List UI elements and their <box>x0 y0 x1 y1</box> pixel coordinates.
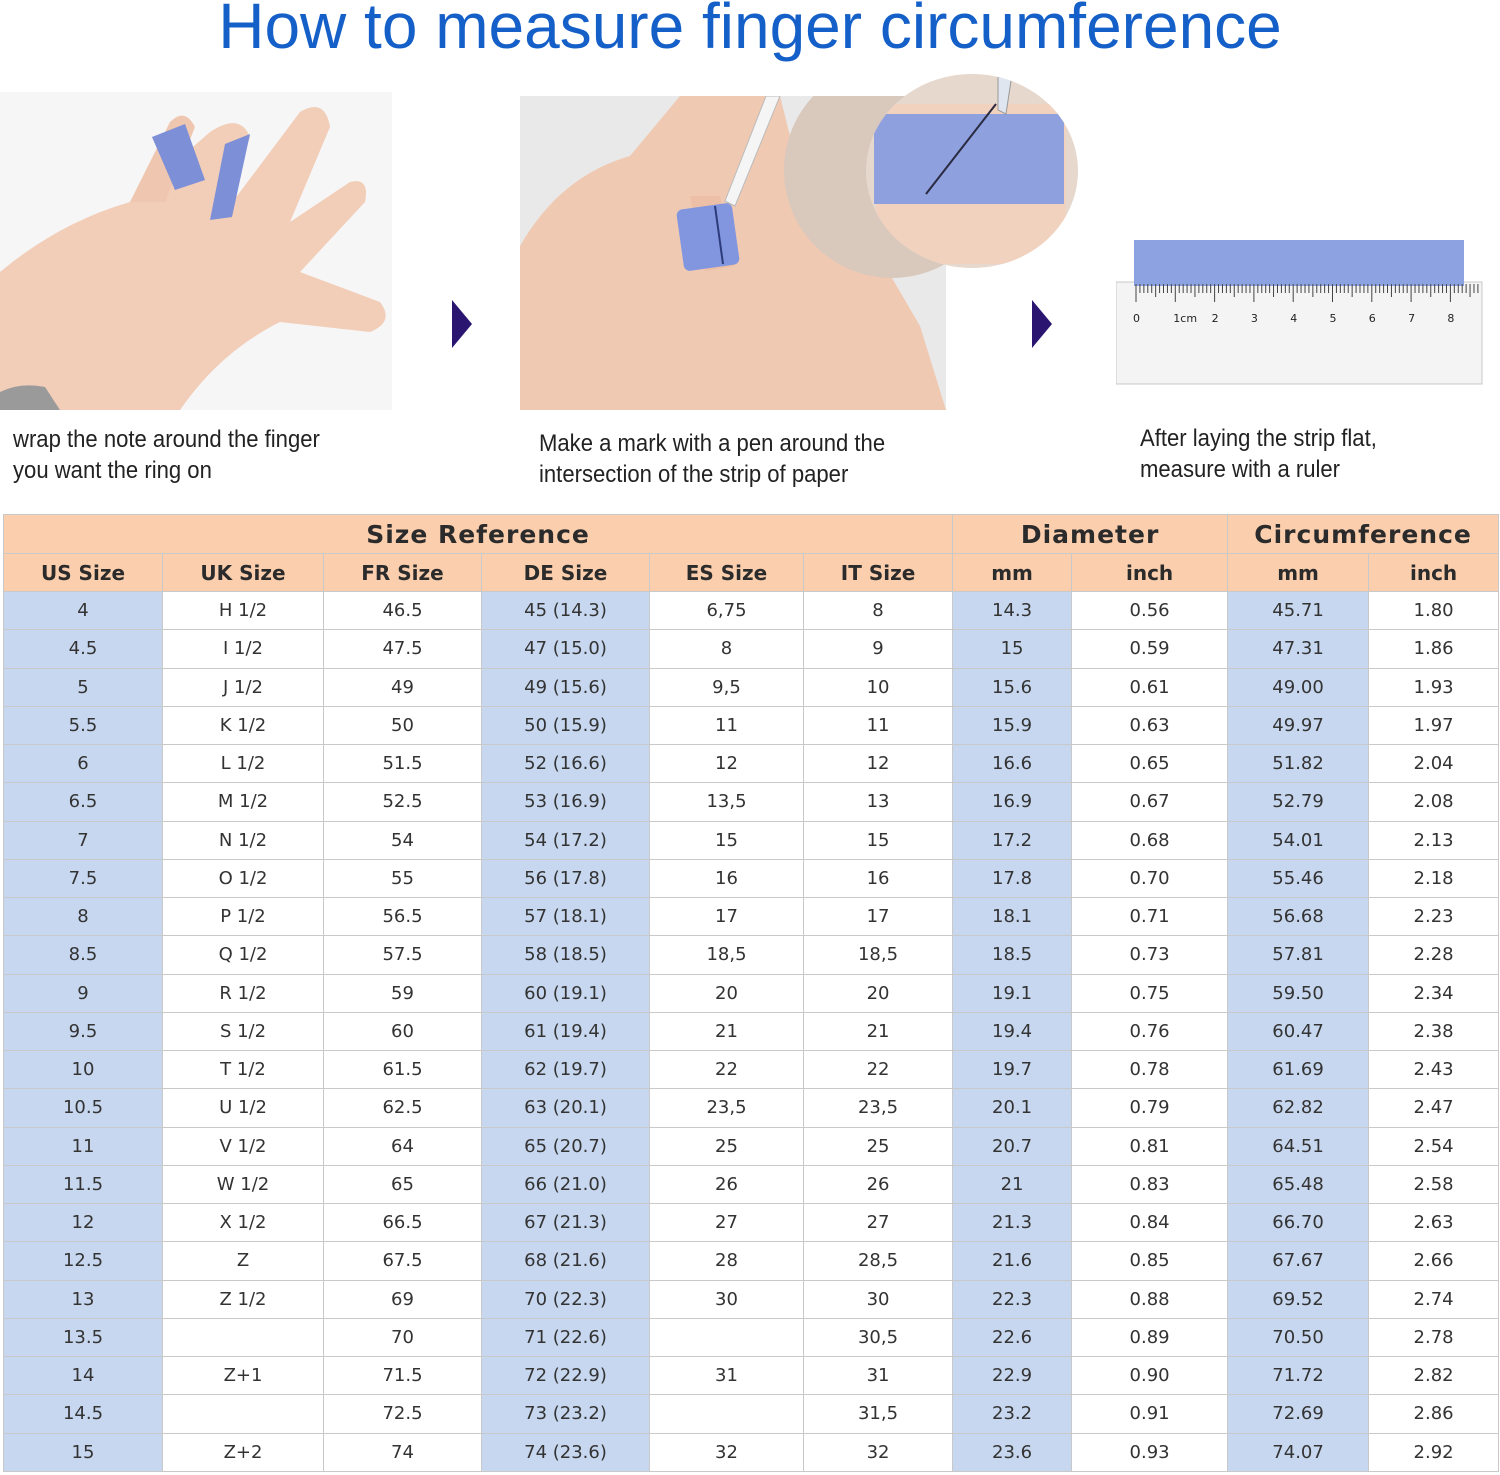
cell-uk-size: R 1/2 <box>163 974 324 1012</box>
table-row <box>4 1280 1499 1318</box>
table-row <box>4 1127 1499 1165</box>
cell-uk-size: O 1/2 <box>163 859 324 897</box>
cell-us-size: 9.5 <box>4 1012 163 1050</box>
cell-circumference-mm: 45.71 <box>1228 592 1369 630</box>
cell-circumference-mm: 52.79 <box>1228 783 1369 821</box>
cell-fr-size: 72.5 <box>324 1395 482 1433</box>
table-row <box>4 898 1499 936</box>
cell-uk-size: T 1/2 <box>163 1051 324 1089</box>
cell-circumference-mm: 66.70 <box>1228 1204 1369 1242</box>
cell-circumference-inch: 1.97 <box>1369 706 1499 744</box>
cell-uk-size: P 1/2 <box>163 898 324 936</box>
step2-caption-line2: intersection of the strip of paper <box>539 461 849 488</box>
cell-it-size: 27 <box>804 1204 953 1242</box>
cell-es-size: 25 <box>650 1127 804 1165</box>
ruler-label: 5 <box>1329 312 1337 325</box>
cell-diameter-inch: 0.93 <box>1072 1433 1228 1472</box>
cell-diameter-inch: 0.88 <box>1072 1280 1228 1318</box>
cell-circumference-mm: 54.01 <box>1228 821 1369 859</box>
table-row <box>4 936 1499 974</box>
cell-es-size: 16 <box>650 859 804 897</box>
cell-de-size: 47 (15.0) <box>482 630 650 668</box>
cell-de-size: 49 (15.6) <box>482 668 650 706</box>
cell-circumference-inch: 2.78 <box>1369 1318 1499 1356</box>
cell-fr-size: 57.5 <box>324 936 482 974</box>
cell-uk-size: V 1/2 <box>163 1127 324 1165</box>
cell-diameter-mm: 23.2 <box>953 1395 1072 1433</box>
cell-es-size: 18,5 <box>650 936 804 974</box>
group-header-row <box>4 515 1499 554</box>
cell-es-size: 15 <box>650 821 804 859</box>
cell-diameter-mm: 17.8 <box>953 859 1072 897</box>
cell-diameter-inch: 0.67 <box>1072 783 1228 821</box>
cell-circumference-mm: 59.50 <box>1228 974 1369 1012</box>
ruler-label: 0 <box>1133 312 1140 325</box>
cell-it-size: 25 <box>804 1127 953 1165</box>
table-row <box>4 630 1499 668</box>
cell-de-size: 57 (18.1) <box>482 898 650 936</box>
cell-es-size <box>650 1395 804 1433</box>
cell-diameter-inch: 0.91 <box>1072 1395 1228 1433</box>
cell-circumference-mm: 55.46 <box>1228 859 1369 897</box>
cell-es-size: 26 <box>650 1165 804 1203</box>
cell-diameter-inch: 0.79 <box>1072 1089 1228 1127</box>
cell-diameter-inch: 0.78 <box>1072 1051 1228 1089</box>
step3-caption <box>1140 423 1397 485</box>
cell-diameter-inch: 0.63 <box>1072 706 1228 744</box>
cell-diameter-mm: 18.5 <box>953 936 1072 974</box>
cell-de-size: 72 (22.9) <box>482 1357 650 1395</box>
cell-es-size: 17 <box>650 898 804 936</box>
cell-fr-size: 64 <box>324 1127 482 1165</box>
arrow-right-icon <box>452 300 472 348</box>
cell-diameter-mm: 19.1 <box>953 974 1072 1012</box>
cell-es-size <box>650 1318 804 1356</box>
cell-de-size: 52 (16.6) <box>482 745 650 783</box>
cell-uk-size: Z <box>163 1242 324 1280</box>
cell-diameter-mm: 22.3 <box>953 1280 1072 1318</box>
cell-circumference-inch: 2.74 <box>1369 1280 1499 1318</box>
cell-us-size: 11.5 <box>4 1165 163 1203</box>
col-uk-size: UK Size <box>163 554 324 592</box>
table-row <box>4 821 1499 859</box>
cell-de-size: 67 (21.3) <box>482 1204 650 1242</box>
cell-it-size: 32 <box>804 1433 953 1472</box>
column-header-row <box>4 554 1499 592</box>
step3-caption-line2: measure with a ruler <box>1140 456 1341 483</box>
cell-fr-size: 67.5 <box>324 1242 482 1280</box>
cell-circumference-mm: 74.07 <box>1228 1433 1369 1472</box>
cell-it-size: 17 <box>804 898 953 936</box>
arrow-right-icon <box>1032 300 1052 348</box>
ruler-label: 4 <box>1290 312 1298 325</box>
cell-uk-size: N 1/2 <box>163 821 324 859</box>
cell-fr-size: 62.5 <box>324 1089 482 1127</box>
col-us-size: US Size <box>4 554 163 592</box>
cell-circumference-inch: 2.38 <box>1369 1012 1499 1050</box>
cell-it-size: 30 <box>804 1280 953 1318</box>
cell-de-size: 68 (21.6) <box>482 1242 650 1280</box>
cell-de-size: 73 (23.2) <box>482 1395 650 1433</box>
cell-circumference-mm: 71.72 <box>1228 1357 1369 1395</box>
cell-circumference-mm: 47.31 <box>1228 630 1369 668</box>
ruler-label: 3 <box>1250 312 1258 325</box>
cell-fr-size: 49 <box>324 668 482 706</box>
cell-diameter-mm: 19.7 <box>953 1051 1072 1089</box>
cell-it-size: 16 <box>804 859 953 897</box>
table-row <box>4 1318 1499 1356</box>
step2-caption-line1: Make a mark with a pen around the <box>539 430 886 457</box>
col-es-size: ES Size <box>650 554 804 592</box>
cell-uk-size: J 1/2 <box>163 668 324 706</box>
cell-de-size: 54 (17.2) <box>482 821 650 859</box>
cell-circumference-inch: 2.28 <box>1369 936 1499 974</box>
cell-circumference-mm: 62.82 <box>1228 1089 1369 1127</box>
cell-circumference-mm: 56.68 <box>1228 898 1369 936</box>
table-row <box>4 668 1499 706</box>
cell-es-size: 13,5 <box>650 783 804 821</box>
cell-circumference-mm: 49.00 <box>1228 668 1369 706</box>
cell-diameter-mm: 21.3 <box>953 1204 1072 1242</box>
cell-diameter-inch: 0.89 <box>1072 1318 1228 1356</box>
cell-circumference-mm: 61.69 <box>1228 1051 1369 1089</box>
group-diameter: Diameter <box>953 515 1228 554</box>
cell-diameter-inch: 0.65 <box>1072 745 1228 783</box>
cell-diameter-mm: 20.1 <box>953 1089 1072 1127</box>
cell-it-size: 20 <box>804 974 953 1012</box>
cell-circumference-inch: 2.92 <box>1369 1433 1499 1472</box>
cell-diameter-mm: 18.1 <box>953 898 1072 936</box>
cell-circumference-inch: 2.58 <box>1369 1165 1499 1203</box>
cell-circumference-inch: 1.80 <box>1369 592 1499 630</box>
cell-us-size: 12 <box>4 1204 163 1242</box>
group-size-reference: Size Reference <box>4 515 953 554</box>
col-diameter-inch: inch <box>1072 554 1228 592</box>
cell-uk-size: K 1/2 <box>163 706 324 744</box>
cell-diameter-inch: 0.61 <box>1072 668 1228 706</box>
cell-us-size: 10 <box>4 1051 163 1089</box>
cell-diameter-mm: 23.6 <box>953 1433 1072 1472</box>
cell-es-size: 31 <box>650 1357 804 1395</box>
page-title: How to measure finger circumference <box>218 0 1282 62</box>
cell-diameter-mm: 15.9 <box>953 706 1072 744</box>
col-circumference-inch: inch <box>1369 554 1499 592</box>
cell-uk-size: L 1/2 <box>163 745 324 783</box>
cell-diameter-inch: 0.56 <box>1072 592 1228 630</box>
table-row <box>4 1357 1499 1395</box>
col-fr-size: FR Size <box>324 554 482 592</box>
cell-fr-size: 55 <box>324 859 482 897</box>
cell-diameter-inch: 0.73 <box>1072 936 1228 974</box>
cell-uk-size: Z+2 <box>163 1433 324 1472</box>
cell-uk-size: M 1/2 <box>163 783 324 821</box>
cell-it-size: 31,5 <box>804 1395 953 1433</box>
cell-es-size: 21 <box>650 1012 804 1050</box>
cell-circumference-inch: 2.23 <box>1369 898 1499 936</box>
cell-uk-size: H 1/2 <box>163 592 324 630</box>
cell-fr-size: 65 <box>324 1165 482 1203</box>
col-diameter-mm: mm <box>953 554 1072 592</box>
col-it-size: IT Size <box>804 554 953 592</box>
cell-circumference-mm: 69.52 <box>1228 1280 1369 1318</box>
cell-uk-size <box>163 1318 324 1356</box>
cell-de-size: 71 (22.6) <box>482 1318 650 1356</box>
cell-diameter-inch: 0.85 <box>1072 1242 1228 1280</box>
cell-uk-size: Z 1/2 <box>163 1280 324 1318</box>
cell-it-size: 12 <box>804 745 953 783</box>
cell-es-size: 9,5 <box>650 668 804 706</box>
cell-it-size: 21 <box>804 1012 953 1050</box>
cell-es-size: 30 <box>650 1280 804 1318</box>
cell-us-size: 5.5 <box>4 706 163 744</box>
ruler-label: 6 <box>1368 312 1376 325</box>
cell-us-size: 7 <box>4 821 163 859</box>
cell-circumference-mm: 49.97 <box>1228 706 1369 744</box>
cell-circumference-inch: 1.86 <box>1369 630 1499 668</box>
step2-caption <box>539 428 915 490</box>
cell-de-size: 61 (19.4) <box>482 1012 650 1050</box>
cell-us-size: 4.5 <box>4 630 163 668</box>
table-row <box>4 974 1499 1012</box>
cell-diameter-mm: 22.9 <box>953 1357 1072 1395</box>
cell-it-size: 23,5 <box>804 1089 953 1127</box>
cell-diameter-inch: 0.70 <box>1072 859 1228 897</box>
cell-diameter-inch: 0.76 <box>1072 1012 1228 1050</box>
cell-circumference-inch: 2.54 <box>1369 1127 1499 1165</box>
cell-circumference-inch: 2.43 <box>1369 1051 1499 1089</box>
cell-diameter-mm: 15.6 <box>953 668 1072 706</box>
table-row <box>4 1242 1499 1280</box>
cell-fr-size: 74 <box>324 1433 482 1472</box>
table-row <box>4 783 1499 821</box>
cell-fr-size: 69 <box>324 1280 482 1318</box>
cell-circumference-inch: 2.04 <box>1369 745 1499 783</box>
cell-fr-size: 51.5 <box>324 745 482 783</box>
cell-fr-size: 70 <box>324 1318 482 1356</box>
table-row <box>4 745 1499 783</box>
cell-circumference-inch: 2.47 <box>1369 1089 1499 1127</box>
table-row <box>4 859 1499 897</box>
cell-us-size: 6.5 <box>4 783 163 821</box>
col-circumference-mm: mm <box>1228 554 1369 592</box>
cell-circumference-mm: 64.51 <box>1228 1127 1369 1165</box>
table-row <box>4 1089 1499 1127</box>
cell-diameter-mm: 16.9 <box>953 783 1072 821</box>
step1-hand-image <box>0 92 392 410</box>
cell-de-size: 63 (20.1) <box>482 1089 650 1127</box>
cell-circumference-inch: 1.93 <box>1369 668 1499 706</box>
cell-it-size: 15 <box>804 821 953 859</box>
cell-fr-size: 60 <box>324 1012 482 1050</box>
cell-circumference-inch: 2.66 <box>1369 1242 1499 1280</box>
table-row <box>4 1012 1499 1050</box>
cell-it-size: 10 <box>804 668 953 706</box>
cell-fr-size: 71.5 <box>324 1357 482 1395</box>
cell-us-size: 6 <box>4 745 163 783</box>
ruler-label: 7 <box>1408 312 1416 325</box>
cell-es-size: 28 <box>650 1242 804 1280</box>
cell-fr-size: 61.5 <box>324 1051 482 1089</box>
cell-us-size: 12.5 <box>4 1242 163 1280</box>
cell-circumference-inch: 2.08 <box>1369 783 1499 821</box>
cell-de-size: 50 (15.9) <box>482 706 650 744</box>
cell-circumference-mm: 67.67 <box>1228 1242 1369 1280</box>
cell-it-size: 18,5 <box>804 936 953 974</box>
ruler-label: 2 <box>1211 312 1219 325</box>
cell-it-size: 26 <box>804 1165 953 1203</box>
cell-uk-size: I 1/2 <box>163 630 324 668</box>
cell-es-size: 27 <box>650 1204 804 1242</box>
cell-de-size: 56 (17.8) <box>482 859 650 897</box>
cell-circumference-mm: 57.81 <box>1228 936 1369 974</box>
cell-uk-size: U 1/2 <box>163 1089 324 1127</box>
cell-us-size: 13 <box>4 1280 163 1318</box>
cell-it-size: 22 <box>804 1051 953 1089</box>
cell-uk-size: Q 1/2 <box>163 936 324 974</box>
cell-it-size: 28,5 <box>804 1242 953 1280</box>
cell-es-size: 6,75 <box>650 592 804 630</box>
cell-circumference-mm: 72.69 <box>1228 1395 1369 1433</box>
cell-fr-size: 66.5 <box>324 1204 482 1242</box>
step3-ruler-image <box>1116 238 1484 386</box>
cell-uk-size <box>163 1395 324 1433</box>
zoom-strip-circle-image <box>866 74 1078 268</box>
cell-de-size: 66 (21.0) <box>482 1165 650 1203</box>
cell-it-size: 9 <box>804 630 953 668</box>
cell-es-size: 20 <box>650 974 804 1012</box>
cell-de-size: 65 (20.7) <box>482 1127 650 1165</box>
cell-circumference-mm: 51.82 <box>1228 745 1369 783</box>
cell-diameter-mm: 15 <box>953 630 1072 668</box>
cell-us-size: 5 <box>4 668 163 706</box>
cell-circumference-inch: 2.18 <box>1369 859 1499 897</box>
cell-diameter-mm: 19.4 <box>953 1012 1072 1050</box>
cell-diameter-inch: 0.84 <box>1072 1204 1228 1242</box>
cell-us-size: 11 <box>4 1127 163 1165</box>
cell-us-size: 7.5 <box>4 859 163 897</box>
cell-us-size: 14.5 <box>4 1395 163 1433</box>
cell-us-size: 10.5 <box>4 1089 163 1127</box>
cell-diameter-inch: 0.90 <box>1072 1357 1228 1395</box>
cell-diameter-mm: 17.2 <box>953 821 1072 859</box>
cell-es-size: 23,5 <box>650 1089 804 1127</box>
cell-fr-size: 59 <box>324 974 482 1012</box>
table-row <box>4 1165 1499 1203</box>
cell-diameter-mm: 22.6 <box>953 1318 1072 1356</box>
cell-diameter-mm: 20.7 <box>953 1127 1072 1165</box>
cell-circumference-inch: 2.34 <box>1369 974 1499 1012</box>
cell-fr-size: 46.5 <box>324 592 482 630</box>
cell-uk-size: S 1/2 <box>163 1012 324 1050</box>
cell-it-size: 30,5 <box>804 1318 953 1356</box>
cell-de-size: 53 (16.9) <box>482 783 650 821</box>
cell-it-size: 11 <box>804 706 953 744</box>
table-row <box>4 592 1499 630</box>
cell-es-size: 12 <box>650 745 804 783</box>
cell-diameter-inch: 0.75 <box>1072 974 1228 1012</box>
cell-fr-size: 56.5 <box>324 898 482 936</box>
cell-uk-size: W 1/2 <box>163 1165 324 1203</box>
cell-circumference-inch: 2.13 <box>1369 821 1499 859</box>
cell-es-size: 8 <box>650 630 804 668</box>
ring-size-table <box>3 514 1499 1472</box>
cell-us-size: 8 <box>4 898 163 936</box>
cell-es-size: 32 <box>650 1433 804 1472</box>
table-row <box>4 706 1499 744</box>
cell-de-size: 74 (23.6) <box>482 1433 650 1472</box>
cell-diameter-inch: 0.71 <box>1072 898 1228 936</box>
cell-de-size: 58 (18.5) <box>482 936 650 974</box>
cell-diameter-mm: 21.6 <box>953 1242 1072 1280</box>
cell-diameter-inch: 0.59 <box>1072 630 1228 668</box>
table-row <box>4 1204 1499 1242</box>
cell-es-size: 11 <box>650 706 804 744</box>
step1-caption <box>13 424 347 486</box>
ruler-label: 8 <box>1447 312 1455 325</box>
cell-diameter-mm: 14.3 <box>953 592 1072 630</box>
cell-circumference-mm: 70.50 <box>1228 1318 1369 1356</box>
step1-caption-line2: you want the ring on <box>13 457 212 484</box>
cell-diameter-mm: 16.6 <box>953 745 1072 783</box>
cell-fr-size: 54 <box>324 821 482 859</box>
cell-diameter-inch: 0.68 <box>1072 821 1228 859</box>
cell-diameter-inch: 0.83 <box>1072 1165 1228 1203</box>
cell-fr-size: 50 <box>324 706 482 744</box>
cell-it-size: 13 <box>804 783 953 821</box>
cell-us-size: 14 <box>4 1357 163 1395</box>
cell-us-size: 4 <box>4 592 163 630</box>
cell-uk-size: Z+1 <box>163 1357 324 1395</box>
col-de-size: DE Size <box>482 554 650 592</box>
cell-fr-size: 52.5 <box>324 783 482 821</box>
cell-es-size: 22 <box>650 1051 804 1089</box>
cell-diameter-inch: 0.81 <box>1072 1127 1228 1165</box>
cell-it-size: 8 <box>804 592 953 630</box>
step3-caption-line1: After laying the strip flat, <box>1140 425 1377 452</box>
table-row <box>4 1051 1499 1089</box>
cell-circumference-mm: 65.48 <box>1228 1165 1369 1203</box>
cell-circumference-mm: 60.47 <box>1228 1012 1369 1050</box>
step1-caption-line1: wrap the note around the finger <box>13 426 320 453</box>
size-table-body <box>4 592 1499 1472</box>
cell-us-size: 15 <box>4 1433 163 1472</box>
cell-de-size: 70 (22.3) <box>482 1280 650 1318</box>
cell-de-size: 62 (19.7) <box>482 1051 650 1089</box>
cell-circumference-inch: 2.63 <box>1369 1204 1499 1242</box>
group-circumference: Circumference <box>1228 515 1499 554</box>
cell-us-size: 8.5 <box>4 936 163 974</box>
cell-us-size: 13.5 <box>4 1318 163 1356</box>
cell-fr-size: 47.5 <box>324 630 482 668</box>
ruler-label: 1cm <box>1173 312 1198 325</box>
cell-de-size: 45 (14.3) <box>482 592 650 630</box>
cell-it-size: 31 <box>804 1357 953 1395</box>
cell-circumference-inch: 2.86 <box>1369 1395 1499 1433</box>
cell-us-size: 9 <box>4 974 163 1012</box>
table-row <box>4 1433 1499 1472</box>
cell-de-size: 60 (19.1) <box>482 974 650 1012</box>
table-row <box>4 1395 1499 1433</box>
cell-diameter-mm: 21 <box>953 1165 1072 1203</box>
cell-circumference-inch: 2.82 <box>1369 1357 1499 1395</box>
cell-uk-size: X 1/2 <box>163 1204 324 1242</box>
